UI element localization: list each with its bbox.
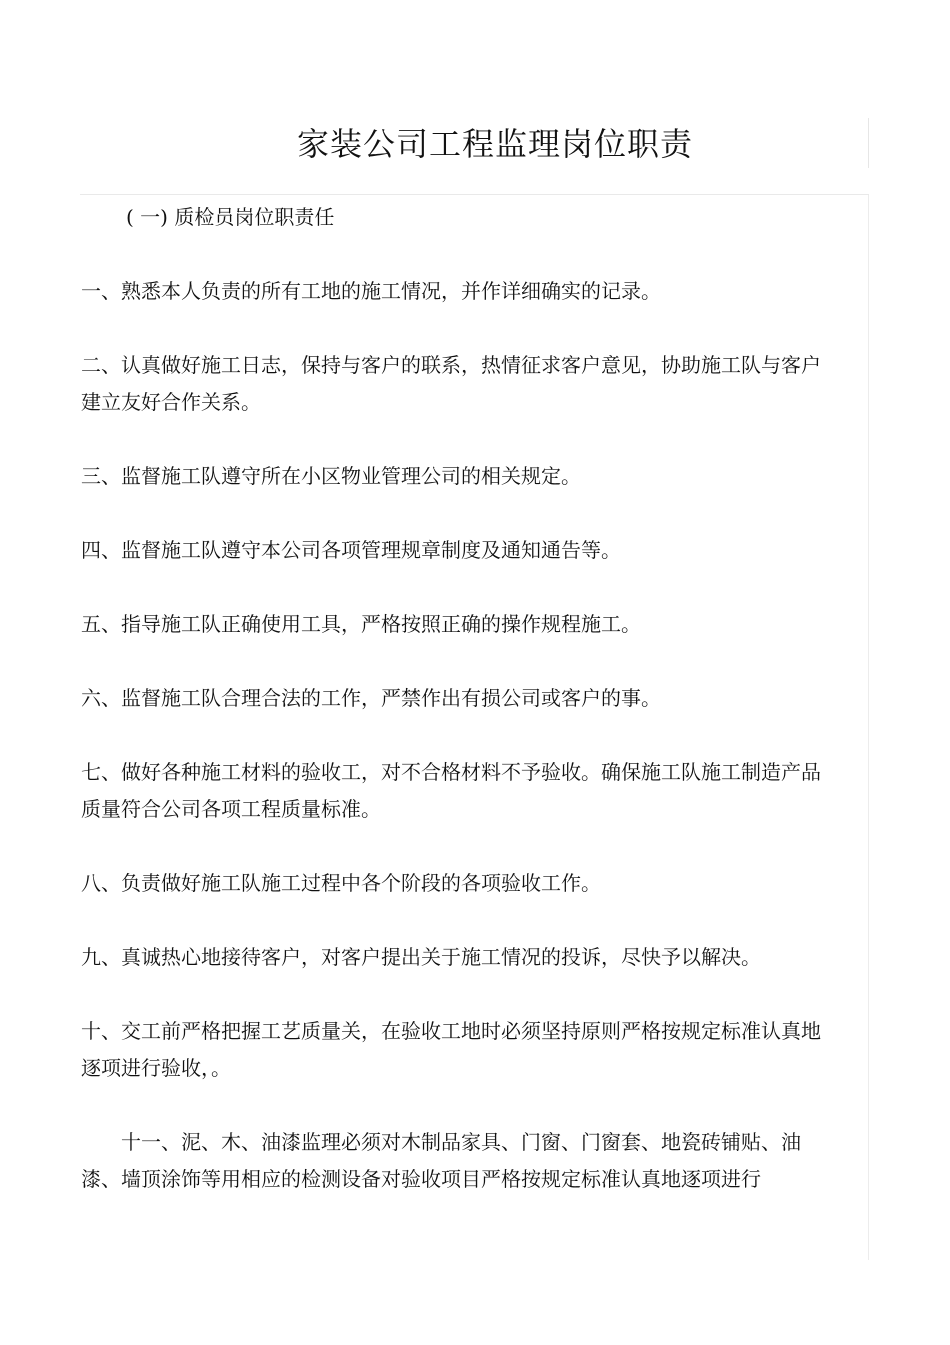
page-border-line — [868, 195, 869, 1260]
duty-item: 二、认真做好施工日志，保持与客户的联系，热情征求客户意见，协助施工队与客户建立友好合作关系。 — [81, 353, 821, 414]
header-divider — [80, 194, 869, 195]
duty-item: 九、真诚热心地接待客户，对客户提出关于施工情况的投诉，尽快予以解决。 — [81, 945, 761, 969]
duty-item: 一、熟悉本人负责的所有工地的施工情况，并作详细确实的记录。 — [81, 279, 661, 303]
document-title: 家装公司工程监理岗位职责 — [296, 125, 693, 163]
document-body — [81, 199, 821, 1235]
duty-item: 七、做好各种施工材料的验收工，对不合格材料不予验收。确保施工队施工制造产品质量符合公司各项工程质量标准。 — [81, 760, 821, 821]
duty-item: 五、指导施工队正确使用工具，严格按照正确的操作规程施工。 — [81, 612, 641, 636]
duty-item: 十一、泥、木、油漆监理必须对木制品家具、门窗、门窗套、地瓷砖铺贴、油漆、墙顶涂饰等用相应的检测设备对验收项目严格按规定标准认真地逐项进行 — [81, 1130, 801, 1191]
section-heading: ( 一) 质检员岗位职责任 — [126, 205, 335, 229]
duty-item: 十、交工前严格把握工艺质量关，在验收工地时必须坚持原则严格按规定标准认真地逐项进行验收，。 — [81, 1019, 821, 1080]
duty-item: 四、监督施工队遵守本公司各项管理规章制度及通知通告等。 — [81, 538, 621, 562]
duty-item: 六、监督施工队合理合法的工作，严禁作出有损公司或客户的事。 — [81, 686, 661, 710]
duty-item: 八、负责做好施工队施工过程中各个阶段的各项验收工作。 — [81, 871, 601, 895]
duty-item: 三、监督施工队遵守所在小区物业管理公司的相关规定。 — [81, 464, 581, 488]
